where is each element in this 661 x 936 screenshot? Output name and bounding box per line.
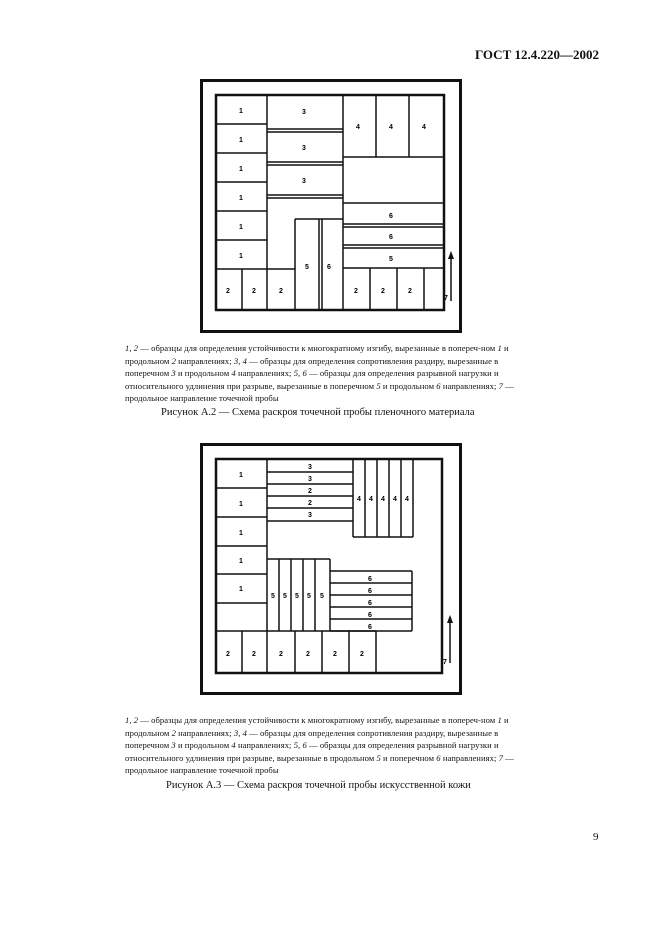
label-6: 6 [368, 612, 372, 619]
label-2: 2 [279, 288, 283, 295]
arrow-label: 7 [443, 659, 447, 666]
figure-a3-caption-segment: направлениях; [440, 752, 499, 763]
label-3: 3 [302, 178, 306, 185]
label-2: 2 [408, 288, 412, 295]
label-4: 4 [369, 496, 373, 503]
figure-a3-caption-segment: 4 [231, 740, 236, 751]
figure-a2-caption-segment: и продольном [125, 343, 509, 366]
figure-a3-caption-segment: 6 [436, 752, 441, 763]
arrow-label: 7 [444, 295, 448, 302]
figure-a3-caption-segment: 5, 6 [293, 740, 307, 751]
label-2: 2 [333, 651, 337, 658]
label-1: 1 [239, 558, 243, 565]
figure-a2-caption-segment: 7 [498, 380, 503, 391]
label-6: 6 [389, 213, 393, 220]
label-5: 5 [389, 256, 393, 263]
figure-a2-caption-segment: 3 [171, 368, 176, 379]
label-1: 1 [239, 224, 243, 231]
label-2: 2 [252, 288, 256, 295]
figure-a2-caption-segment: — продольное направление точечной пробы [125, 380, 514, 404]
label-2: 2 [226, 651, 230, 658]
figure-a2-caption-segment: 1 [497, 343, 502, 353]
label-4: 4 [393, 496, 397, 503]
figure-a2-caption-segment: 6 [436, 380, 441, 391]
figure-a2-caption [125, 342, 537, 405]
figure-a3-caption-segment: 1, 2 [125, 715, 139, 725]
figure-a2-caption-segment: и продольном [380, 380, 437, 391]
label-3: 3 [302, 145, 306, 152]
figure-a2-caption-segment: 5 [376, 380, 381, 391]
figure-a3-title: Рисунок А.3 — Схема раскроя точечной пробы искусственной кожи [166, 780, 471, 791]
figure-a2-caption-segment: — образцы для определения сопротивления раздиру, вырезанные в поперечном [125, 355, 499, 379]
label-1: 1 [239, 195, 243, 202]
label-2: 2 [252, 651, 256, 658]
label-6: 6 [368, 624, 372, 631]
label-4: 4 [422, 124, 426, 131]
figure-a2-caption-segment: 2 [171, 355, 176, 366]
label-6: 6 [368, 588, 372, 595]
label-5: 5 [307, 593, 311, 600]
label-1: 1 [239, 586, 243, 593]
label-2: 2 [381, 288, 385, 295]
label-2: 2 [308, 488, 312, 495]
figure-a2-caption-segment: 4 [231, 368, 236, 379]
label-2: 2 [306, 651, 310, 658]
label-4: 4 [357, 496, 361, 503]
label-5: 5 [320, 593, 324, 600]
label-6: 6 [368, 576, 372, 583]
label-3: 3 [308, 464, 312, 471]
document-header: ГОСТ 12.4.220—2002 [474, 47, 599, 62]
figure-a2-diagram [200, 79, 462, 333]
label-2: 2 [308, 500, 312, 507]
label-4: 4 [381, 496, 385, 503]
figure-a3-caption-segment: — продольное направление точечной пробы [125, 752, 514, 776]
figure-a3-caption-segment: — образцы для определения сопротивления раздиру, вырезанные в поперечном [125, 727, 499, 751]
label-5: 5 [271, 593, 275, 600]
label-4: 4 [405, 496, 409, 503]
label-6: 6 [389, 234, 393, 241]
figure-a2-caption-segment: и продольном [175, 368, 232, 379]
label-1: 1 [239, 166, 243, 173]
figure-a2-caption-segment: — образцы для определения разрывной нагрузки и относительного удлинения при разрыве, вырезанные в поперечном [125, 368, 499, 391]
label-2: 2 [226, 288, 230, 295]
figure-a2-caption-segment: 5, 6 [293, 368, 307, 379]
figure-a2-caption-segment: направлениях; [440, 380, 499, 391]
label-1: 1 [239, 530, 243, 537]
figure-a3-caption-segment: 3 [171, 740, 176, 751]
label-5: 5 [295, 593, 299, 600]
figure-a3-caption-segment: и продольном [175, 740, 232, 751]
label-6: 6 [327, 264, 331, 271]
label-1: 1 [239, 501, 243, 508]
label-3: 3 [302, 109, 306, 116]
label-5: 5 [305, 264, 309, 271]
figure-a2-caption-segment: 1, 2 [125, 343, 139, 353]
label-2: 2 [354, 288, 358, 295]
figure-a3-caption-segment: 5 [376, 752, 381, 763]
figure-a3-caption-segment: — образцы для определения разрывной нагрузки и относительного удлинения при разрыве, вырезанные в продольном [125, 740, 499, 763]
label-1: 1 [239, 472, 243, 479]
figure-a3-caption [125, 714, 537, 777]
label-3: 3 [308, 512, 312, 519]
label-2: 2 [360, 651, 364, 658]
label-6: 6 [368, 600, 372, 607]
label-2: 2 [279, 651, 283, 658]
figure-a3-caption-segment: 1 [497, 715, 502, 725]
figure-a3-caption-segment: направлениях; [175, 727, 234, 738]
figure-a2-caption-segment: — образцы для определения устойчивости к многократному изгибу, вырезанные в попереч-ном [138, 343, 498, 353]
figure-a2-caption-segment: 3, 4 [233, 355, 247, 366]
figure-a3-caption-segment: — образцы для определения устойчивости к многократному изгибу, вырезанные в попереч-ном [138, 715, 498, 725]
label-1: 1 [239, 137, 243, 144]
figure-a3-caption-segment: 2 [171, 727, 176, 738]
page-number: 9 [593, 831, 599, 843]
label-1: 1 [239, 253, 243, 260]
label-4: 4 [389, 124, 393, 131]
figure-a3-caption-segment: 3, 4 [233, 727, 247, 738]
figure-a3-caption-segment: направлениях; [235, 740, 294, 751]
figure-a3-diagram [200, 443, 462, 695]
label-4: 4 [356, 124, 360, 131]
label-3: 3 [308, 476, 312, 483]
figure-a2-title: Рисунок А.2 — Схема раскроя точечной пробы пленочного материала [161, 407, 475, 418]
figure-a3-caption-segment: и продольном [125, 715, 509, 738]
label-1: 1 [239, 108, 243, 115]
figure-a2-caption-segment: направлениях; [235, 368, 294, 379]
figure-a3-caption-segment: и поперечном [380, 752, 437, 763]
figure-a3-caption-segment: 7 [498, 752, 503, 763]
figure-a2-caption-segment: направлениях; [175, 355, 234, 366]
label-5: 5 [283, 593, 287, 600]
